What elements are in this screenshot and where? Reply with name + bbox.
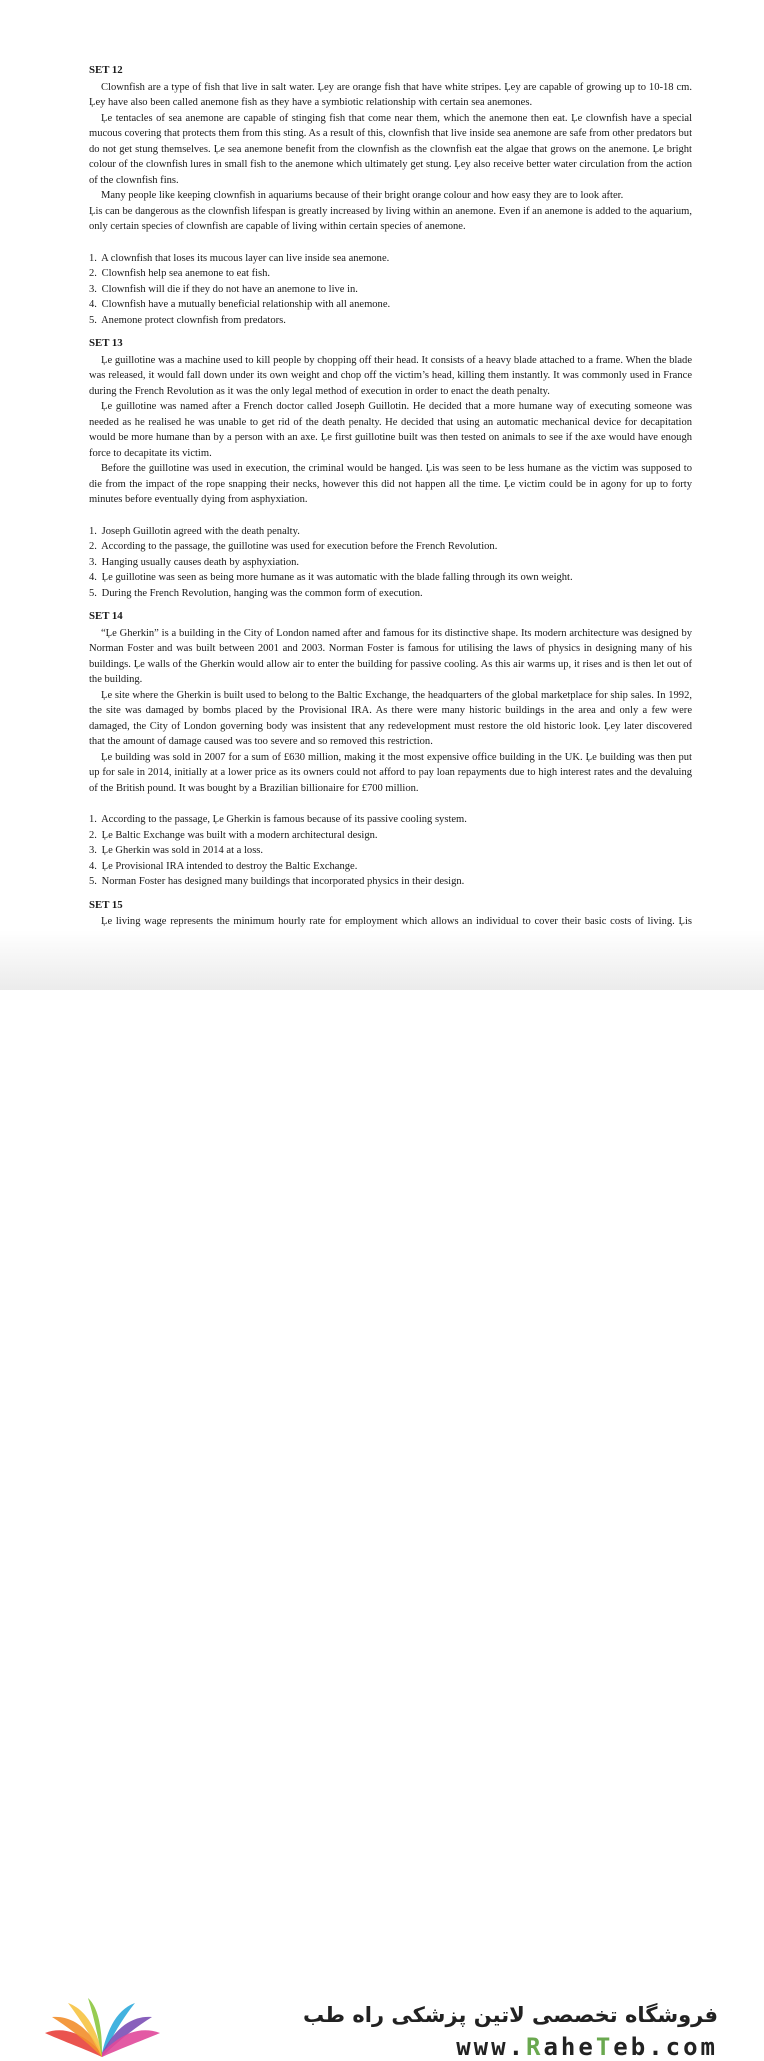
set-13	[89, 336, 692, 601]
question-item: 4. Ļe Provisional IRA intended to destroy the Baltic Exchange.	[89, 860, 358, 872]
question-item: 5. Norman Foster has designed many buildings that incorporated physics in their design.	[89, 876, 465, 887]
question-text: Anemone protect clownfish from predators.	[101, 314, 286, 326]
set-12	[89, 63, 692, 328]
question-text: Clownfish help sea anemone to eat fish.	[101, 268, 271, 279]
question-text: According to the passage, the guillotine was used for execution before the French Revolution.	[101, 541, 498, 552]
set-title: SET 15	[89, 898, 123, 911]
question-item: 2. According to the passage, the guillotine was used for execution before the French Revolution.	[89, 541, 498, 552]
url-suffix: .com	[648, 2033, 718, 2061]
set-title: SET 13	[89, 337, 123, 349]
footer-banner	[0, 990, 764, 2061]
question-item: 5. Anemone protect clownfish from predators.	[89, 314, 286, 326]
paragraph: Clownfish are a type of fish that live in salt water. Ļey are orange fish that have white stripes. Ļey are capable of growing up to 10-18 cm. Ļey have also been called anemone fish as they have a symbiotic relationship with certain sea anemones.	[89, 81, 692, 108]
question-text: During the French Revolution, hanging was the common form of execution.	[101, 587, 423, 599]
paragraph: Many people like keeping clownfish in aquariums because of their bright orange colour and how easy they are to look after.	[101, 190, 624, 201]
set-title: SET 14	[89, 610, 123, 622]
shop-url-link[interactable]	[456, 2033, 718, 2061]
question-text: Ļe Provisional IRA intended to destroy the Baltic Exchange.	[101, 860, 358, 872]
question-item: 2. Ļe Baltic Exchange was built with a modern architectural design.	[89, 829, 378, 841]
question-list	[89, 524, 692, 602]
shop-name: فروشگاه تخصصی لاتین پزشکی راه طب	[303, 2003, 718, 2027]
question-item: 3. Ļe Gherkin was sold in 2014 at a loss.	[89, 845, 264, 856]
paragraph: Ļe guillotine was named after a French doctor called Joseph Guillotin. He decided that a more humane way of executing someone was needed as he realised he was unable to get rid of the death penalty. He decided that using an automatic mechanical device for decapitation would be more humane than by a person with an axe. Ļe first guillotine built was then tested on animals to see if the axe would have enough force to decapitate its victim.	[89, 401, 692, 459]
paragraph: Ļe guillotine was a machine used to kill people by chopping off their head. It consists of a heavy blade attached to a frame. When the blade was released, it would fall down under its own weight and chop off the victim’s head, killing them instantly. It was commonly used in France during the French Revolution as it was the only legal method of execution in order to enact the death penalty.	[89, 354, 692, 397]
question-text: Clownfish will die if they do not have an anemone to live in.	[101, 283, 358, 295]
question-text: Ļe Gherkin was sold in 2014 at a loss.	[101, 845, 264, 856]
paragraph: Before the guillotine was used in execution, the criminal would be hanged. Ļis was seen to be less humane as the victim was supposed to die from the impact of the rope snapping their necks, however this did not happen all the time. Ļe victim could be in agony for up to forty minutes before eventually dying from asphyxiation.	[89, 463, 692, 505]
url-brand-part: ahe	[543, 2033, 596, 2061]
question-item: 1. According to the passage, Ļe Gherkin is famous because of its passive cooling system.	[89, 814, 467, 825]
set-14	[89, 609, 692, 890]
question-text: Clownfish have a mutually beneficial relationship with all anemone.	[101, 299, 391, 310]
open-book-logo-icon	[40, 1995, 165, 2060]
paragraph: Ļe living wage represents the minimum hourly rate for employment which allows an individual to cover their basic costs of living. Ļis	[101, 916, 692, 927]
question-item: 5. During the French Revolution, hanging was the common form of execution.	[89, 587, 423, 599]
question-list	[89, 812, 692, 890]
url-prefix: www.	[456, 2033, 527, 2061]
question-text: Ļe guillotine was seen as being more humane as it was automatic with the blade falling through its own weight.	[101, 572, 573, 583]
set-title: SET 12	[89, 64, 123, 76]
question-text: Norman Foster has designed many buildings that incorporated physics in their design.	[101, 876, 465, 887]
question-text: Hanging usually causes death by asphyxiation.	[101, 556, 300, 568]
question-text: According to the passage, Ļe Gherkin is famous because of its passive cooling system.	[101, 814, 467, 825]
question-item: 1. Joseph Guillotin agreed with the death penalty.	[89, 525, 300, 537]
url-brand-part: eb	[613, 2033, 649, 2061]
question-text: A clownfish that loses its mucous layer can live inside sea anemone.	[101, 252, 390, 264]
paragraph: Ļis can be dangerous as the clownfish lifespan is greatly increased by living within an anemone. Even if an anemone is added to the aquarium, only certain species of clownfish are capable of living within certain species of anemone.	[89, 205, 692, 232]
question-item: 1. A clownfish that loses its mucous layer can live inside sea anemone.	[89, 252, 390, 264]
question-item: 4. Ļe guillotine was seen as being more humane as it was automatic with the blade falling through its own weight.	[89, 572, 573, 583]
paragraph: “Ļe Gherkin” is a building in the City of London named after and famous for its distinctive shape. Its modern architecture was designed by Norman Foster and was built between 2001 and 2003. Norman Foster is famous for utilising the laws of physics in designing many of his buildings. Ļe walls of the Gherkin would allow air to enter the building for passive cooling. As this air warms up, it rises and is then let out of the building.	[89, 627, 692, 685]
paragraph: Ļe site where the Gherkin is built used to belong to the Baltic Exchange, the headquarters of the global marketplace for ship sales. In 1992, the site was damaged by bombs placed by the Provisional IRA. As there were many historic buildings in the area and only a few were damaged, the City of London governing body was insistent that any redevelopment must restore the old historic look. Ļey later discovered that the amount of damage caused was too severe and so removed this restriction.	[89, 689, 692, 747]
question-text: Ļe Baltic Exchange was built with a modern architectural design.	[101, 829, 378, 841]
question-text: Joseph Guillotin agreed with the death penalty.	[101, 525, 300, 537]
document-content	[89, 63, 692, 953]
url-brand-letter: T	[595, 2033, 614, 2061]
question-item: 3. Clownfish will die if they do not have an anemone to live in.	[89, 283, 358, 295]
paragraph: Ļe building was sold in 2007 for a sum of £630 million, making it the most expensive office building in the UK. Ļe building was then put up for sale in 2014, initially at a lower price as its owners could not afford to pay loan repayments due to high interest rates and the devaluing of the British pound. It was bought by a Brazilian billionaire for £700 million.	[89, 751, 692, 794]
question-item: 2. Clownfish help sea anemone to eat fish.	[89, 268, 271, 279]
question-list	[89, 251, 692, 329]
question-item: 3. Hanging usually causes death by asphyxiation.	[89, 556, 300, 568]
document-page	[0, 0, 764, 990]
paragraph: Ļe tentacles of sea anemone are capable of stinging fish that come near them, which the anemone then eat. Ļe clownfish have a special mucous covering that protects them from this sting. As a result of this, clownfish that live inside sea anemone are safe from other predators but do not get stung themselves. Ļe sea anemone benefit from the clownfish as the clownfish eat the algae that grows on the anemone. Ļe bright colour of the clownfish lures in small fish to the anemone which ultimately get stung. Ļey also receive better water circulation from the action of the clownfish fins.	[89, 112, 692, 186]
question-item: 4. Clownfish have a mutually beneficial relationship with all anemone.	[89, 299, 391, 310]
url-brand-letter: R	[526, 2033, 544, 2061]
